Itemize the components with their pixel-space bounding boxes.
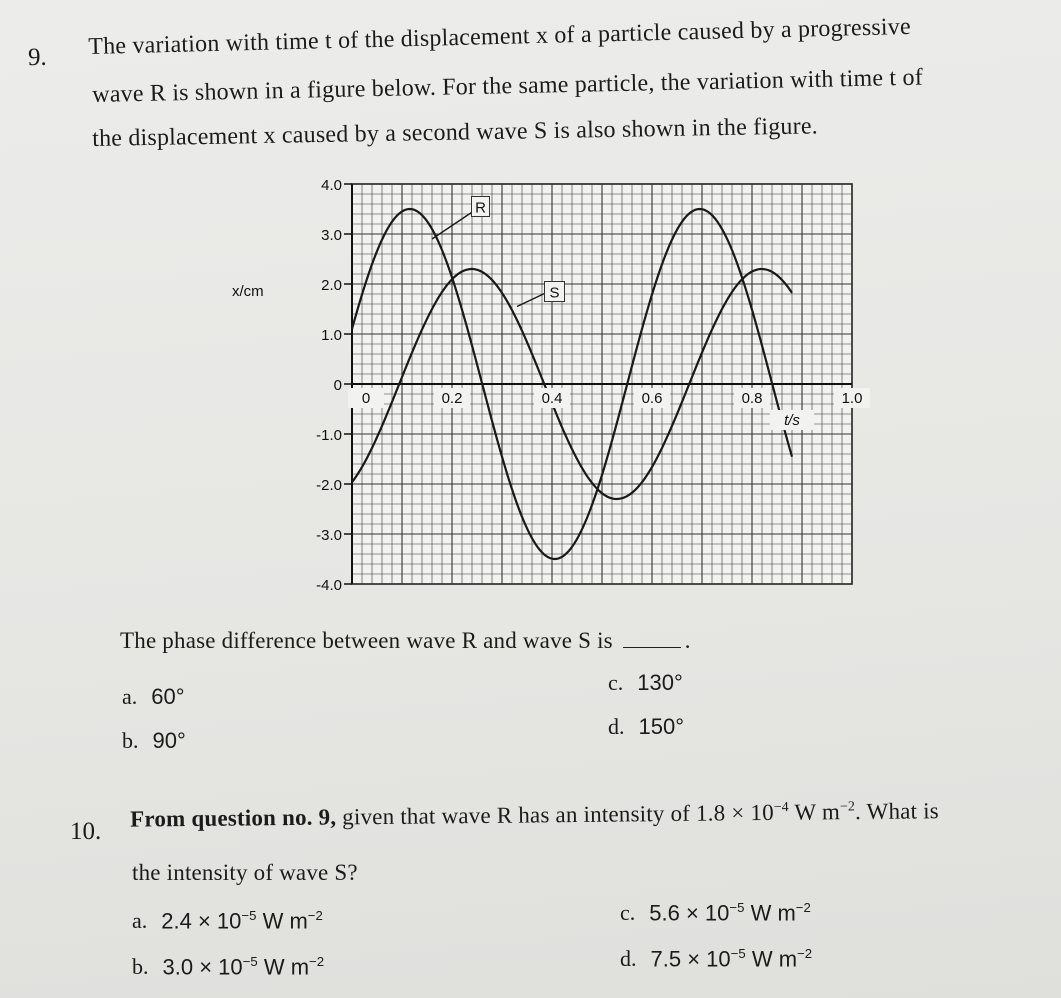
q10-option-c[interactable] — [620, 900, 811, 926]
y-tick-label: 4.0 — [321, 177, 342, 194]
q9-question-end: . — [684, 628, 691, 653]
x-tick-label: 0.4 — [541, 390, 563, 407]
q10-unit-exp: −2 — [839, 798, 856, 814]
q10-lead: From question no. 9, — [130, 804, 337, 832]
annotation-r: R — [475, 199, 486, 217]
option-unit: W m — [262, 908, 308, 934]
y-tick-label: 1.0 — [321, 327, 342, 344]
option-unit-exp: −2 — [797, 946, 813, 961]
q9-line-1: The variation with time t of the displacement x of a particle caused by a progressive — [88, 13, 912, 60]
x-tick-label: 0.8 — [741, 390, 763, 407]
y-axis-title: x/cm — [232, 283, 264, 300]
x-tick-label: 0.2 — [441, 390, 463, 407]
option-label: b. — [122, 728, 139, 753]
q9-question — [120, 628, 691, 654]
option-label: b. — [132, 954, 149, 980]
y-tick-label: 2.0 — [321, 277, 342, 294]
option-mantissa: 7.5 × 10 — [650, 946, 731, 972]
y-tick-label: 3.0 — [321, 227, 342, 244]
x-tick-label: 0 — [361, 390, 371, 407]
y-tick-label: -4.0 — [316, 577, 342, 594]
option-mantissa: 2.4 × 10 — [161, 908, 242, 934]
option-unit-exp: −2 — [307, 908, 323, 923]
displacement-time-chart — [220, 150, 880, 610]
option-exp: −5 — [729, 900, 745, 915]
q10-unit: W m — [794, 799, 841, 825]
option-label: d. — [608, 714, 625, 739]
answer-blank — [623, 629, 681, 648]
option-value: 90° — [152, 728, 186, 753]
option-unit: W m — [750, 900, 796, 926]
option-exp: −5 — [730, 946, 746, 961]
q10-text: given that wave R has an intensity of 1.8 × 10 — [342, 799, 774, 830]
option-label: d. — [620, 946, 637, 972]
option-exp: −5 — [242, 954, 258, 969]
option-label: a. — [122, 684, 138, 709]
q9-line-3: the displacement x caused by a second wave S is also shown in the figure. — [92, 113, 819, 152]
option-unit-exp: −2 — [795, 900, 811, 915]
y-tick-label: -2.0 — [316, 477, 342, 494]
option-value: 60° — [151, 684, 185, 709]
q10-tail: . What is — [854, 798, 940, 825]
q9-option-c[interactable] — [608, 670, 683, 696]
q9-question-text: The phase difference between wave R and wave S is — [120, 628, 613, 653]
option-label: c. — [608, 670, 624, 695]
option-label: a. — [132, 908, 148, 934]
q9-number: 9. — [28, 44, 47, 71]
q9-option-a[interactable] — [122, 684, 185, 710]
q9-option-b[interactable] — [122, 728, 186, 754]
y-tick-label: -1.0 — [316, 427, 342, 444]
y-tick-label: 0 — [333, 377, 342, 394]
x-tick-label: 0.6 — [641, 390, 663, 407]
option-unit-exp: −2 — [309, 954, 325, 969]
option-value: 150° — [638, 714, 685, 739]
q9-option-d[interactable] — [608, 714, 684, 740]
q10-option-d[interactable] — [620, 946, 812, 972]
x-tick-label: 1.0 — [841, 390, 863, 407]
option-value: 130° — [637, 670, 683, 695]
q10-option-b[interactable] — [132, 954, 324, 980]
q10-number: 10. — [70, 818, 102, 845]
option-unit: W m — [263, 954, 310, 980]
option-mantissa: 5.6 × 10 — [649, 900, 730, 926]
option-label: c. — [620, 900, 636, 926]
q10-exp: −4 — [773, 799, 789, 815]
option-exp: −5 — [241, 908, 257, 923]
option-unit: W m — [751, 946, 798, 972]
option-mantissa: 3.0 × 10 — [162, 954, 243, 980]
q9-line-2: wave R is shown in a figure below. For the same particle, the variation with time t of — [92, 64, 924, 108]
annotation-s: S — [549, 284, 560, 302]
q10-line-1 — [130, 798, 939, 833]
x-axis-title: t/s — [784, 412, 800, 429]
q10-line-2: the intensity of wave S? — [132, 860, 358, 885]
q10-option-a[interactable] — [132, 908, 323, 934]
y-tick-label: -3.0 — [316, 527, 342, 544]
